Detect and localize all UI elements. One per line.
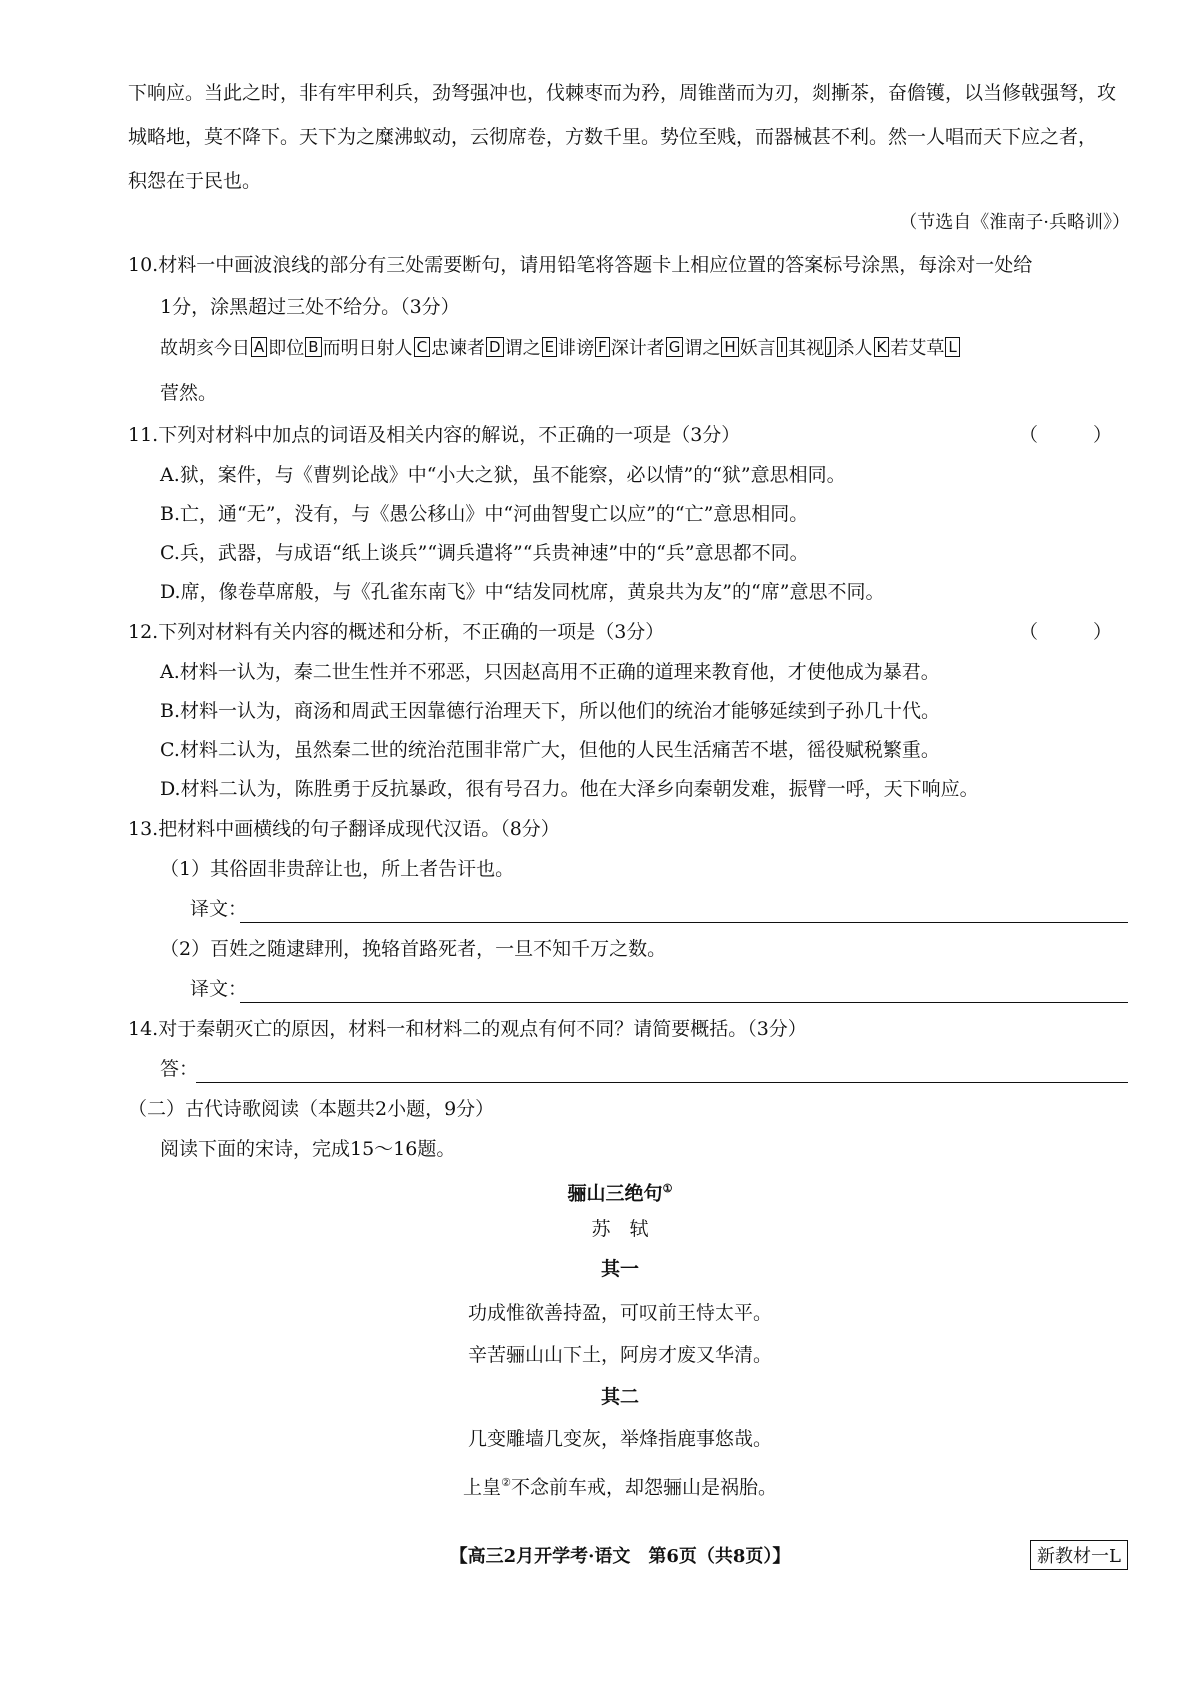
edition-badge: 新教材一L [1030,1540,1128,1570]
q10-segment: 其视 [788,338,825,359]
q10-mark-h[interactable]: H [721,337,738,357]
page-footer: 【高三2月开学考·语文 第6页（共8页）】 [449,1546,791,1567]
q12-answer-paren[interactable]: （ ） [1018,621,1130,643]
q10-segment: 若艾草 [890,338,945,359]
poem-1-line-2: 辛苦骊山山下土，阿房才废又华清。 [467,1344,772,1366]
q11-option-c: C.兵，武器，与成语“纸上谈兵”“调兵遣将”“兵贵神速”中的“兵”意思都不同。 [160,542,809,564]
q11-option-b: B.亡，通“无”，没有，与《愚公移山》中“河曲智叟亡以应”的“亡”意思相同。 [160,503,809,525]
q10-mark-c[interactable]: C [414,337,430,357]
q10-sentence [160,334,961,364]
q10-stem-1: 10.材料一中画波浪线的部分有三处需要断句，请用铅笔将答题卡上相应位置的答案标号涂黑，每涂对一处给 [128,254,1033,276]
poem-title [0,1174,1200,1208]
q10-mark-l[interactable]: L [945,337,959,357]
q10-mark-g[interactable]: G [666,337,684,357]
poem-2-line-2-start: 上皇 [463,1476,502,1499]
passage-line-2: 城略地，莫不降下。天下为之糜沸蚁动，云彻席卷，方数千里。势位至贱，而器械甚不利。然一人唱而天下应之者， [128,126,1098,148]
q10-stem-2: 1分，涂黑超过三处不给分。（3分） [160,296,460,318]
q11-option-d: D.席，像卷草席般，与《孔雀东南飞》中“结发同枕席，黄泉共为友”的“席”意思不同。 [160,581,885,603]
q10-segment: 杀人 [836,338,873,359]
q10-segment: 即位 [268,338,305,359]
q10-tail: 菅然。 [160,382,218,404]
q10-segment: 忠谏者 [431,338,486,359]
poem-author: 苏 轼 [591,1218,649,1240]
poem-2-line-2-end: 不念前车戒，却怨骊山是祸胎。 [510,1476,777,1499]
q13-stem: 13.把材料中画横线的句子翻译成现代汉语。（8分） [128,818,560,840]
poem-2-line-2-note: ② [501,1476,511,1489]
q10-segment: 谓之 [504,338,541,359]
passage-line-1: 下响应。当此之时，非有牢甲利兵，劲弩强冲也，伐棘枣而为矜，周锥凿而为刃，剡摲茶，奋儋镬，以当修戟强弩，攻 [128,82,1117,104]
q10-segment: 诽谤 [558,338,595,359]
q12-option-b: B.材料一认为，商汤和周武王因靠德行治理天下，所以他们的统治才能够延续到子孙几十代。 [160,700,941,722]
q13-sentence-1: （1）其俗固非贵辞让也，所上者告讦也。 [160,858,515,880]
q12-stem: 12.下列对材料有关内容的概述和分析，不正确的一项是（3分） [128,621,665,643]
poem-2-line-2 [0,1468,1200,1502]
q14-stem: 14.对于秦朝灭亡的原因，材料一和材料二的观点有何不同？请简要概括。（3分） [128,1018,807,1040]
section2-intro: 阅读下面的宋诗，完成15～16题。 [160,1138,456,1160]
q13-answer-line-1[interactable] [240,922,1128,923]
q13-answer-line-2[interactable] [240,1002,1128,1003]
q10-segment: 深计者 [610,338,665,359]
poem-2-line-1: 几变雕墙几变灰，举烽指鹿事悠哉。 [467,1428,772,1450]
q13-answer-label-1: 译文： [190,898,248,920]
q10-mark-f[interactable]: F [595,337,610,357]
q11-answer-paren[interactable]: （ ） [1018,424,1130,446]
q10-mark-k[interactable]: K [874,337,890,357]
q12-option-d: D.材料二认为，陈胜勇于反抗暴政，很有号召力。他在大泽乡向秦朝发难，振臂一呼，天下响应。 [160,778,979,800]
passage-line-3: 积怨在于民也。 [128,170,262,192]
q10-mark-d[interactable]: D [486,337,504,357]
poem-part-2: 其二 [600,1386,639,1408]
q10-segment: 而明日射人 [322,338,413,359]
q10-segment: 谓之 [684,338,721,359]
q13-sentence-2: （2）百姓之随逮肆刑，挽辂首路死者，一旦不知千万之数。 [160,938,667,960]
q12-option-c: C.材料二认为，虽然秦二世的统治范围非常广大，但他的人民生活痛苦不堪，徭役赋税繁重。 [160,739,940,761]
q10-mark-j[interactable]: J [825,337,835,357]
q10-mark-a[interactable]: A [251,337,267,357]
section2-heading: （二）古代诗歌阅读（本题共2小题，9分） [128,1098,495,1120]
q10-mark-b[interactable]: B [305,337,321,357]
poem-1-line-1: 功成惟欲善持盈，可叹前王恃太平。 [467,1302,772,1324]
q11-option-a: A.狱，案件，与《曹刿论战》中“小大之狱，虽不能察，必以情”的“狱”意思相同。 [160,464,846,486]
q11-stem: 11.下列对材料中加点的词语及相关内容的解说，不正确的一项是（3分） [128,424,741,446]
q10-segment: 故胡亥今日 [160,338,250,359]
poem-title-note: ① [662,1182,673,1195]
passage-source: （节选自《淮南子·兵略训》） [899,212,1130,233]
q13-answer-label-2: 译文： [190,978,248,1000]
q14-answer-label: 答： [160,1058,199,1080]
q14-answer-line[interactable] [196,1082,1128,1083]
poem-part-1: 其一 [600,1258,639,1280]
q10-mark-i[interactable]: I [777,337,787,357]
q12-option-a: A.材料一认为，秦二世生性并不邪恶，只因赵高用不正确的道理来教育他，才使他成为暴君。 [160,661,940,683]
poem-title-text: 骊山三绝句 [567,1182,663,1205]
q10-segment: 妖言 [739,338,776,359]
q10-mark-e[interactable]: E [542,337,557,357]
